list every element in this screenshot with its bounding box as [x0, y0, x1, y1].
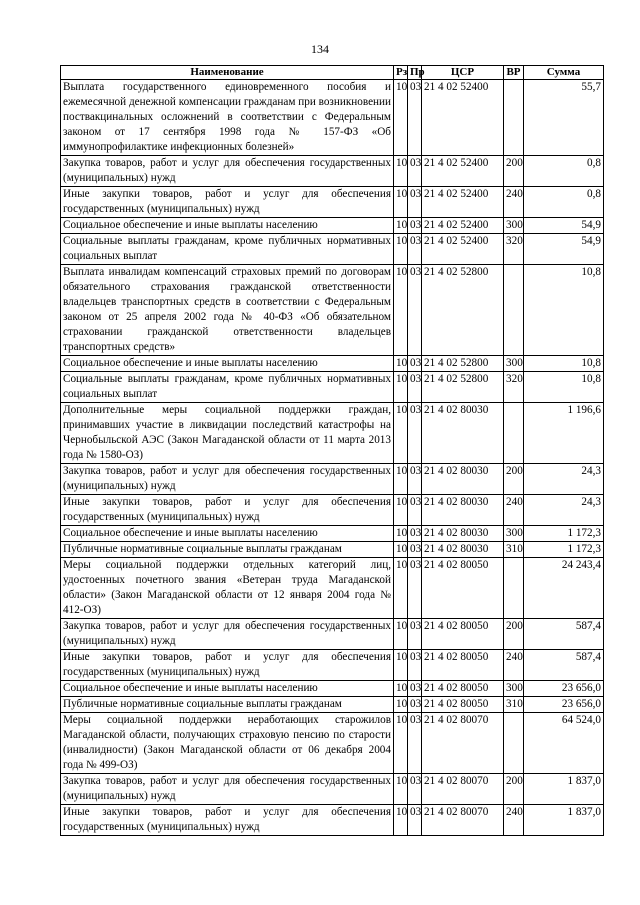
- row-vr: 300: [504, 218, 524, 234]
- row-pr: 03: [408, 403, 422, 464]
- table-body: [61, 80, 604, 836]
- row-pr: 03: [408, 495, 422, 526]
- table-row: [61, 774, 604, 805]
- table-row: [61, 526, 604, 542]
- row-pr: 03: [408, 697, 422, 713]
- row-pr: 03: [408, 156, 422, 187]
- row-csr: 21 4 02 52400: [422, 234, 504, 265]
- row-sum: 1 172,3: [524, 542, 604, 558]
- row-pr: 03: [408, 542, 422, 558]
- row-csr: 21 4 02 80070: [422, 774, 504, 805]
- row-sum: 24,3: [524, 495, 604, 526]
- row-sum: 24,3: [524, 464, 604, 495]
- table-row: [61, 558, 604, 619]
- table-row: [61, 713, 604, 774]
- row-pr: 03: [408, 464, 422, 495]
- row-vr: 300: [504, 681, 524, 697]
- table-row: [61, 265, 604, 356]
- row-name: Иные закупки товаров, работ и услуг для обеспечения государственных (муниципальных) нужд: [61, 805, 394, 836]
- row-rz: 10: [394, 805, 408, 836]
- row-vr: 240: [504, 187, 524, 218]
- row-csr: 21 4 02 52400: [422, 218, 504, 234]
- row-rz: 10: [394, 558, 408, 619]
- table-row: [61, 80, 604, 156]
- row-sum: 1 837,0: [524, 774, 604, 805]
- row-vr: 310: [504, 697, 524, 713]
- row-name: Социальное обеспечение и иные выплаты населению: [61, 356, 394, 372]
- row-sum: 54,9: [524, 234, 604, 265]
- row-pr: 03: [408, 805, 422, 836]
- row-pr: 03: [408, 234, 422, 265]
- row-rz: 10: [394, 526, 408, 542]
- row-pr: 03: [408, 265, 422, 356]
- row-csr: 21 4 02 52400: [422, 187, 504, 218]
- row-pr: 03: [408, 218, 422, 234]
- table-row: [61, 187, 604, 218]
- row-csr: 21 4 02 80030: [422, 464, 504, 495]
- row-vr: 320: [504, 372, 524, 403]
- table-row: [61, 650, 604, 681]
- row-vr: [504, 80, 524, 156]
- row-csr: 21 4 02 52800: [422, 265, 504, 356]
- row-name: Публичные нормативные социальные выплаты гражданам: [61, 542, 394, 558]
- row-rz: 10: [394, 234, 408, 265]
- row-pr: 03: [408, 356, 422, 372]
- header-name: Наименование: [61, 66, 394, 80]
- table-row: [61, 403, 604, 464]
- table-row: [61, 495, 604, 526]
- table-header: [61, 66, 604, 80]
- row-csr: 21 4 02 80030: [422, 542, 504, 558]
- row-name: Закупка товаров, работ и услуг для обеспечения государственных (муниципальных) нужд: [61, 619, 394, 650]
- row-rz: 10: [394, 713, 408, 774]
- row-vr: 200: [504, 156, 524, 187]
- row-pr: 03: [408, 558, 422, 619]
- row-rz: 10: [394, 403, 408, 464]
- row-csr: 21 4 02 80030: [422, 403, 504, 464]
- row-sum: 55,7: [524, 80, 604, 156]
- row-rz: 10: [394, 218, 408, 234]
- row-vr: [504, 713, 524, 774]
- row-pr: 03: [408, 774, 422, 805]
- header-csr: ЦСР: [422, 66, 504, 80]
- table-row: [61, 681, 604, 697]
- row-pr: 03: [408, 681, 422, 697]
- row-csr: 21 4 02 52400: [422, 80, 504, 156]
- row-rz: 10: [394, 542, 408, 558]
- budget-table: [60, 65, 604, 836]
- row-rz: 10: [394, 650, 408, 681]
- row-sum: 10,8: [524, 372, 604, 403]
- row-csr: 21 4 02 52800: [422, 356, 504, 372]
- row-sum: 23 656,0: [524, 681, 604, 697]
- row-csr: 21 4 02 80070: [422, 805, 504, 836]
- row-pr: 03: [408, 526, 422, 542]
- row-vr: 240: [504, 650, 524, 681]
- row-sum: 23 656,0: [524, 697, 604, 713]
- row-sum: 10,8: [524, 265, 604, 356]
- table-row: [61, 156, 604, 187]
- row-vr: 240: [504, 805, 524, 836]
- row-name: Социальные выплаты гражданам, кроме публичных нормативных социальных выплат: [61, 234, 394, 265]
- row-name: Закупка товаров, работ и услуг для обеспечения государственных (муниципальных) нужд: [61, 774, 394, 805]
- row-name: Иные закупки товаров, работ и услуг для обеспечения государственных (муниципальных) нужд: [61, 650, 394, 681]
- row-name: Закупка товаров, работ и услуг для обеспечения государственных (муниципальных) нужд: [61, 464, 394, 495]
- row-rz: 10: [394, 495, 408, 526]
- row-rz: 10: [394, 372, 408, 403]
- row-vr: 240: [504, 495, 524, 526]
- row-rz: 10: [394, 265, 408, 356]
- row-vr: 200: [504, 774, 524, 805]
- row-rz: 10: [394, 619, 408, 650]
- row-vr: 320: [504, 234, 524, 265]
- row-sum: 54,9: [524, 218, 604, 234]
- row-sum: 587,4: [524, 619, 604, 650]
- row-name: Выплата инвалидам компенсаций страховых премий по договорам обязательного страхования гражданской ответственности владельцев транспортных средств в соответствии с Федеральным законом от 25 апреля 2002 года № 40-ФЗ «Об обязательном страховании гражданской ответственности владельцев транспортных средств»: [61, 265, 394, 356]
- row-rz: 10: [394, 187, 408, 218]
- row-sum: 1 837,0: [524, 805, 604, 836]
- row-sum: 1 196,6: [524, 403, 604, 464]
- row-csr: 21 4 02 80050: [422, 619, 504, 650]
- row-sum: 64 524,0: [524, 713, 604, 774]
- table-row: [61, 356, 604, 372]
- row-rz: 10: [394, 697, 408, 713]
- row-sum: 0,8: [524, 156, 604, 187]
- row-csr: 21 4 02 80050: [422, 558, 504, 619]
- row-vr: 310: [504, 542, 524, 558]
- row-rz: 10: [394, 774, 408, 805]
- row-name: Публичные нормативные социальные выплаты гражданам: [61, 697, 394, 713]
- row-vr: [504, 403, 524, 464]
- header-sum: Сумма: [524, 66, 604, 80]
- row-rz: 10: [394, 80, 408, 156]
- row-rz: 10: [394, 464, 408, 495]
- row-sum: 24 243,4: [524, 558, 604, 619]
- row-name: Иные закупки товаров, работ и услуг для обеспечения государственных (муниципальных) нужд: [61, 187, 394, 218]
- row-vr: [504, 558, 524, 619]
- table-row: [61, 805, 604, 836]
- row-name: Социальное обеспечение и иные выплаты населению: [61, 526, 394, 542]
- row-csr: 21 4 02 80070: [422, 713, 504, 774]
- row-csr: 21 4 02 80030: [422, 526, 504, 542]
- row-name: Иные закупки товаров, работ и услуг для обеспечения государственных (муниципальных) нужд: [61, 495, 394, 526]
- row-csr: 21 4 02 80050: [422, 650, 504, 681]
- row-name: Меры социальной поддержки неработающих старожилов Магаданской области, получающих страховую пенсию по старости (инвалидности) (Закон Магаданской области от 06 декабря 2004 года № 499-ОЗ): [61, 713, 394, 774]
- header-vr: ВР: [504, 66, 524, 80]
- row-pr: 03: [408, 713, 422, 774]
- row-name: Социальные выплаты гражданам, кроме публичных нормативных социальных выплат: [61, 372, 394, 403]
- row-vr: 300: [504, 356, 524, 372]
- row-pr: 03: [408, 619, 422, 650]
- header-row: [61, 66, 604, 80]
- row-vr: [504, 265, 524, 356]
- row-name: Социальное обеспечение и иные выплаты населению: [61, 218, 394, 234]
- row-csr: 21 4 02 52400: [422, 156, 504, 187]
- row-pr: 03: [408, 372, 422, 403]
- table-row: [61, 697, 604, 713]
- row-pr: 03: [408, 80, 422, 156]
- row-name: Закупка товаров, работ и услуг для обеспечения государственных (муниципальных) нужд: [61, 156, 394, 187]
- row-rz: 10: [394, 681, 408, 697]
- row-sum: 587,4: [524, 650, 604, 681]
- row-csr: 21 4 02 80030: [422, 495, 504, 526]
- row-sum: 1 172,3: [524, 526, 604, 542]
- row-rz: 10: [394, 356, 408, 372]
- row-name: Выплата государственного единовременного пособия и ежемесячной денежной компенсации гражданам при возникновении поствакцинальных осложнений в соответствии с Федеральным законом от 17 сентября 1998 года № 157-ФЗ «Об иммунопрофилактике инфекционных болезней»: [61, 80, 394, 156]
- row-vr: 300: [504, 526, 524, 542]
- row-csr: 21 4 02 80050: [422, 681, 504, 697]
- header-rz: Рз: [394, 66, 408, 80]
- row-name: Меры социальной поддержки отдельных категорий лиц, удостоенных почетного звания «Ветеран труда Магаданской области» (Закон Магаданской области от 12 января 2004 года № 412-ОЗ): [61, 558, 394, 619]
- row-pr: 03: [408, 650, 422, 681]
- table-row: [61, 218, 604, 234]
- row-name: Дополнительные меры социальной поддержки граждан, принимавших участие в ликвидации последствий катастрофы на Чернобыльской АЭС (Закон Магаданской области от 11 марта 2013 года № 1580-ОЗ): [61, 403, 394, 464]
- table-row: [61, 372, 604, 403]
- row-sum: 0,8: [524, 187, 604, 218]
- table-row: [61, 619, 604, 650]
- row-pr: 03: [408, 187, 422, 218]
- table-row: [61, 464, 604, 495]
- row-vr: 200: [504, 464, 524, 495]
- row-csr: 21 4 02 80050: [422, 697, 504, 713]
- table-row: [61, 542, 604, 558]
- row-csr: 21 4 02 52800: [422, 372, 504, 403]
- row-name: Социальное обеспечение и иные выплаты населению: [61, 681, 394, 697]
- row-sum: 10,8: [524, 356, 604, 372]
- page-number: 134: [311, 42, 329, 56]
- header-pr: Пр: [408, 66, 422, 80]
- row-vr: 200: [504, 619, 524, 650]
- table-row: [61, 234, 604, 265]
- row-rz: 10: [394, 156, 408, 187]
